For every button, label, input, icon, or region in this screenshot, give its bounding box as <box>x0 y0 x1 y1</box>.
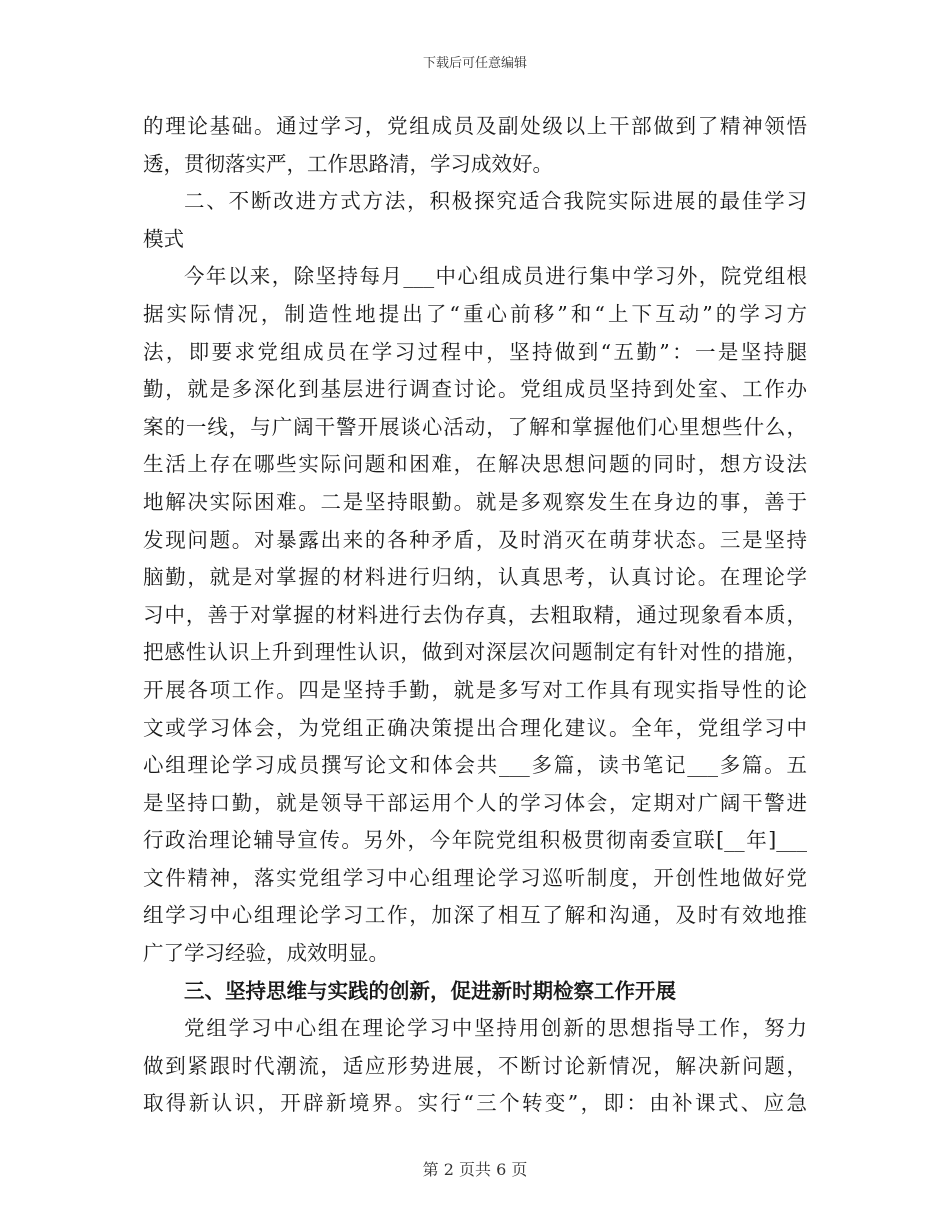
section-heading-line: 二、不断改进方式方法，积极探究适合我院实际进展的最佳学习 <box>184 189 807 214</box>
body-line: 习中，善于对掌握的材料进行去伪存真，去粗取精，通过现象看本质， <box>143 602 807 627</box>
body-line: 法，即要求党组成员在学习过程中，坚持做到“五勤”：一是坚持腿 <box>143 339 807 364</box>
body-line: 做到紧跟时代潮流，适应形势进展，不断讨论新情况，解决新问题， <box>143 1053 807 1078</box>
body-line: 广了学习经验，成效明显。 <box>143 941 389 966</box>
body-line: 发现问题。对暴露出来的各种矛盾，及时消灭在萌芽状态。三是坚持 <box>143 527 807 552</box>
body-line: 取得新认识，开辟新境界。实行“三个转变”，即：由补课式、应急 <box>143 1091 807 1116</box>
body-line: 开展各项工作。四是坚持手勤，就是多写对工作具有现实指导性的论 <box>143 677 807 702</box>
section-heading: 三、坚持思维与实践的创新，促进新时期检察工作开展 <box>184 978 676 1003</box>
body-line: 行政治理论辅导宣传。另外，今年院党组积极贯彻南委宣联[__年]___ <box>143 828 807 853</box>
body-line: 把感性认识上升到理性认识，做到对深层次问题制定有针对性的措施， <box>143 640 807 665</box>
body-line: 案的一线，与广阔干警开展谈心活动，了解和掌握他们心里想些什么， <box>143 414 807 439</box>
body-line: 今年以来，除坚持每月___中心组成员进行集中学习外，院党组根 <box>184 264 807 289</box>
body-line: 透，贯彻落实严，工作思路清，学习成效好。 <box>143 151 553 176</box>
body-line: 文件精神，落实党组学习中心组理论学习巡听制度，开创性地做好党 <box>143 865 807 890</box>
body-line: 勤，就是多深化到基层进行调查讨论。党组成员坚持到处室、工作办 <box>143 377 807 402</box>
body-line: 心组理论学习成员撰写论文和体会共___多篇，读书笔记___多篇。五 <box>143 753 807 778</box>
section-heading-line: 模式 <box>143 226 184 251</box>
body-line: 的理论基础。通过学习，党组成员及副处级以上干部做到了精神领悟 <box>143 114 807 138</box>
body-line: 生活上存在哪些实际问题和困难，在解决思想问题的同时，想方设法 <box>143 452 807 477</box>
body-line: 是坚持口勤，就是领导干部运用个人的学习体会，定期对广阔干警进 <box>143 790 807 815</box>
body-line: 地解决实际困难。二是坚持眼勤。就是多观察发生在身边的事，善于 <box>143 489 807 514</box>
body-line: 文或学习体会，为党组正确决策提出合理化建议。全年，党组学习中 <box>143 715 807 740</box>
body-line: 党组学习中心组在理论学习中坚持用创新的思想指导工作，努力 <box>184 1016 807 1041</box>
body-line: 组学习中心组理论学习工作，加深了相互了解和沟通，及时有效地推 <box>143 903 807 928</box>
page-header: 下载后可任意编辑 <box>422 56 527 71</box>
page-number-footer: 第 2 页共 6 页 <box>422 1160 528 1179</box>
body-line: 据实际情况，制造性地提出了“重心前移”和“上下互动”的学习方 <box>143 301 807 326</box>
document-body <box>143 108 807 1123</box>
body-line: 脑勤，就是对掌握的材料进行归纳，认真思考，认真讨论。在理论学 <box>143 565 807 590</box>
